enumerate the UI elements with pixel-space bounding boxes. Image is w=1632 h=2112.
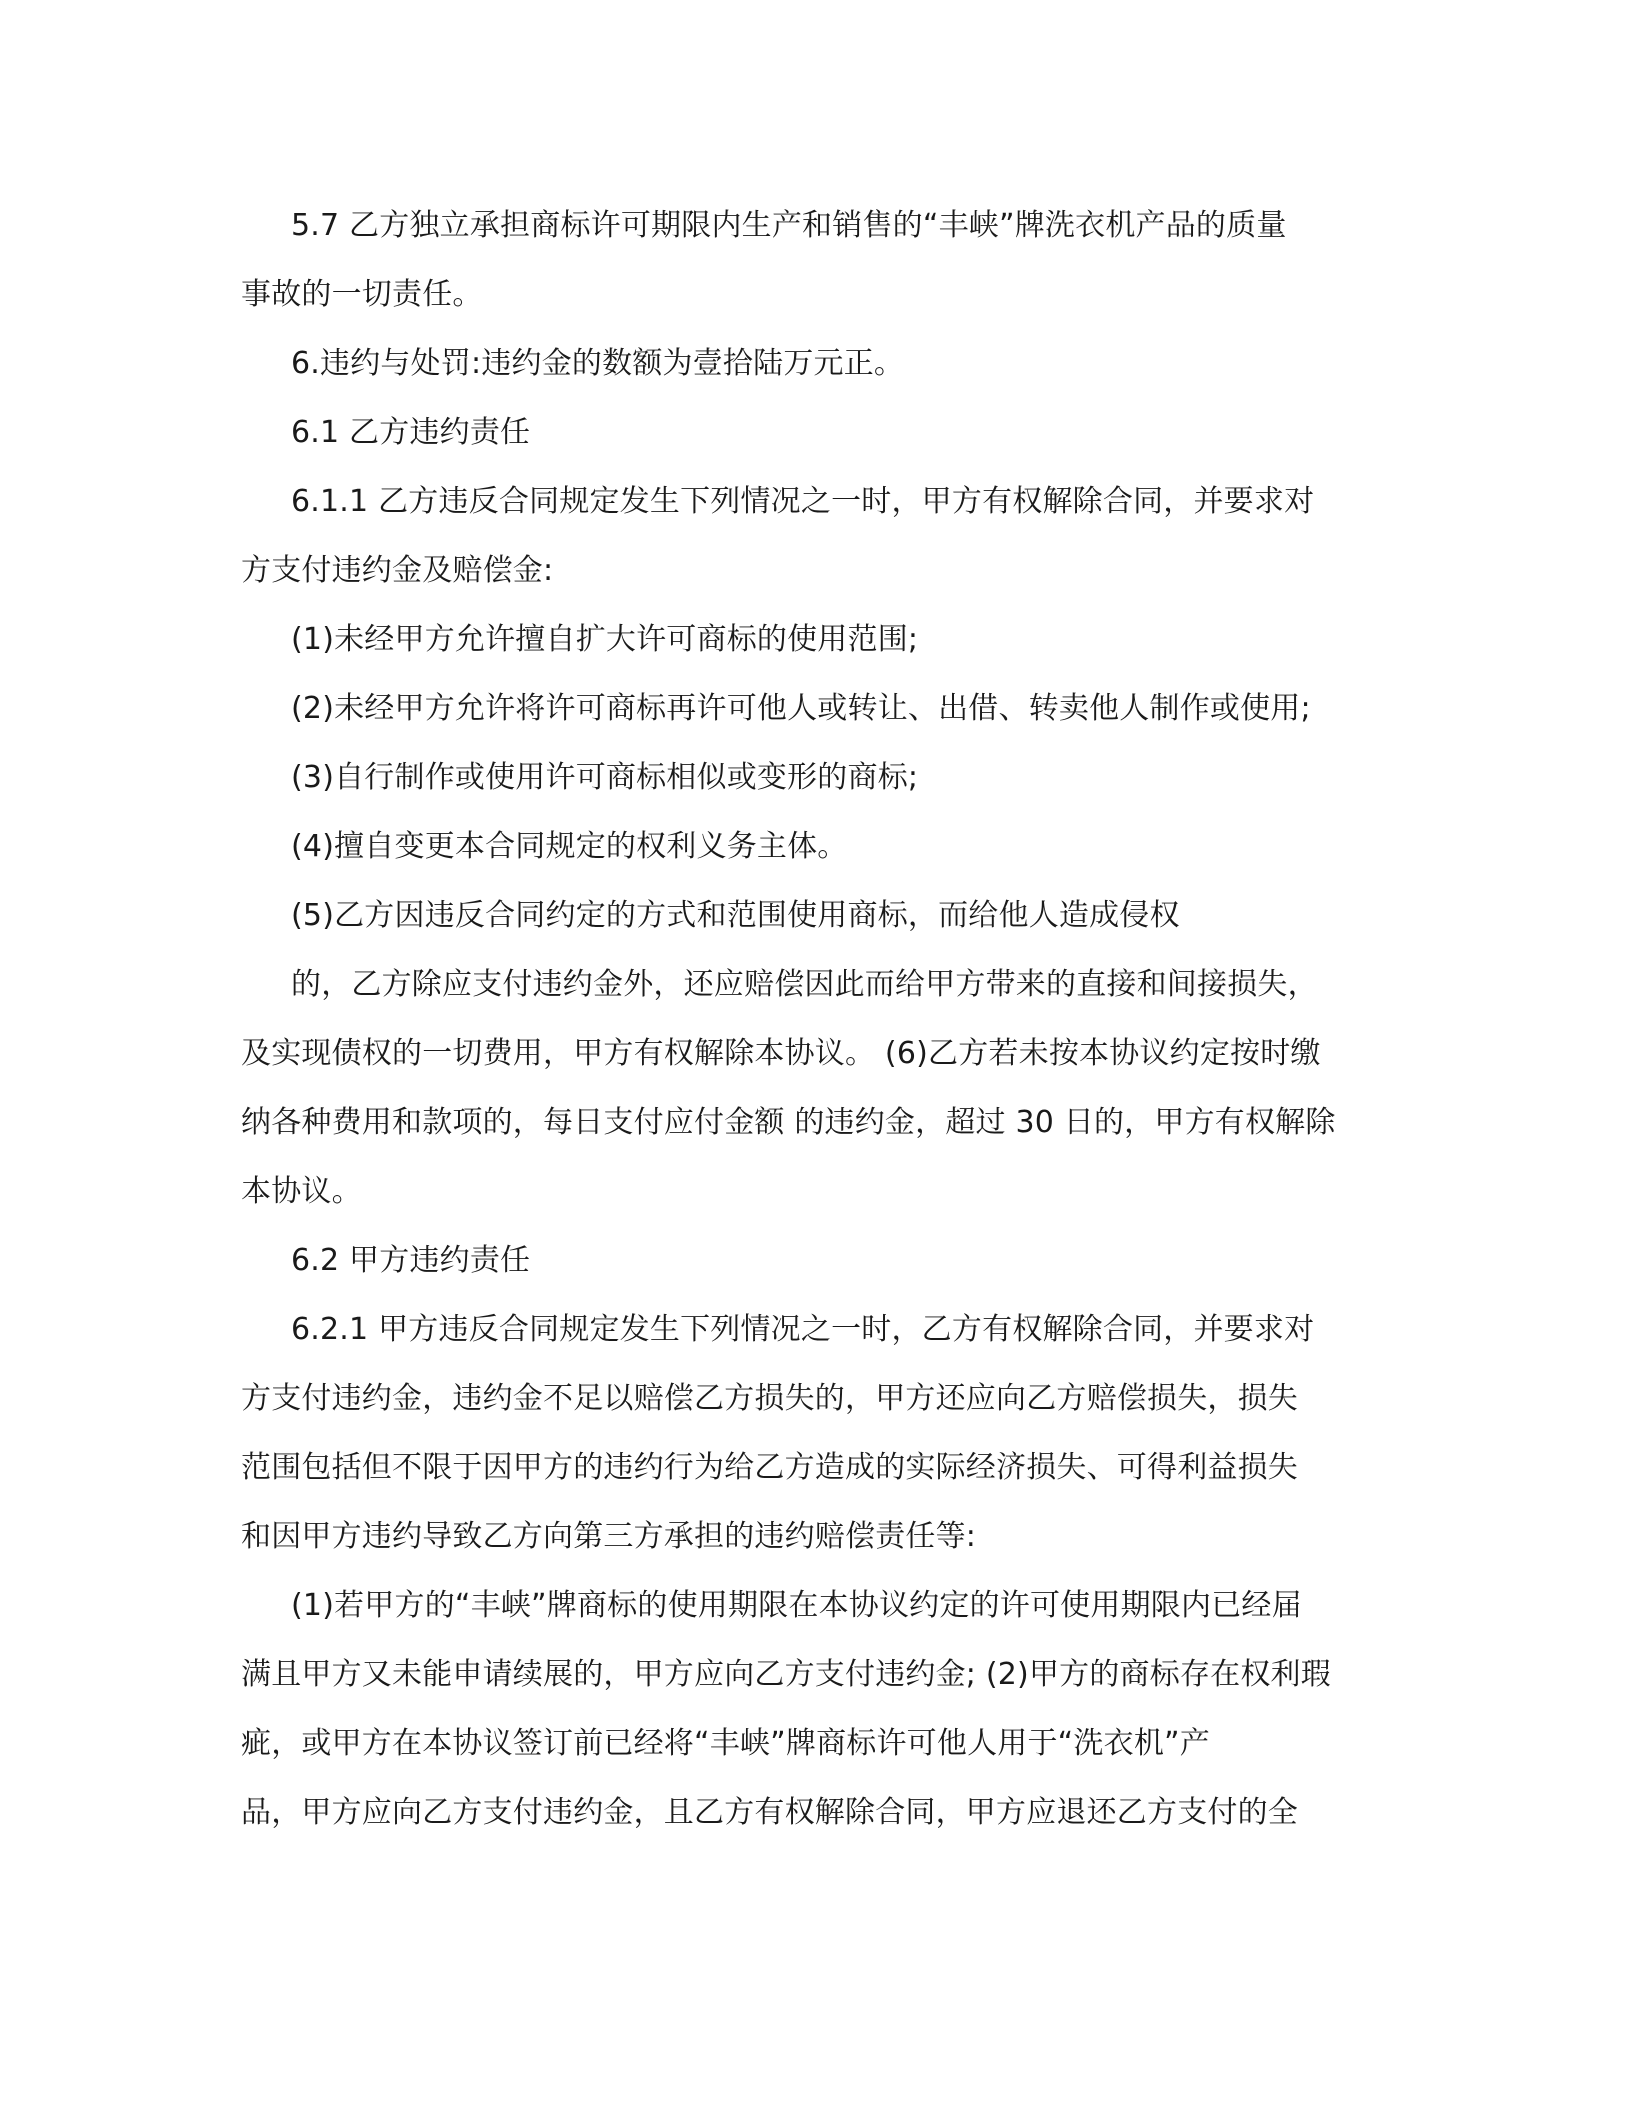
section-6-heading: 6.违约与处罚:违约金的数额为壹拾陆万元正。 bbox=[291, 346, 905, 381]
paragraph-6-2-1-line-3: 范围包括但不限于因甲方的违约行为给乙方造成的实际经济损失、可得利益损失 bbox=[241, 1450, 1298, 1485]
list-item-6-line-1: 纳各种费用和款项的，每日支付应付金额 的违约金，超过 30 日的，甲方有权解除 bbox=[241, 1105, 1336, 1140]
paragraph-6-2-1-line-1: 6.2.1 甲方违反合同规定发生下列情况之一时，乙方有权解除合同，并要求对 bbox=[291, 1312, 1315, 1347]
list-item-3: (3)自行制作或使用许可商标相似或变形的商标; bbox=[291, 760, 919, 795]
list-item-5-line-3: 及实现债权的一切费用，甲方有权解除本协议。 (6)乙方若未按本协议约定按时缴 bbox=[241, 1036, 1321, 1071]
list-6-2-item-1-line-1: (1)若甲方的“丰峡”牌商标的使用期限在本协议约定的许可使用期限内已经届 bbox=[291, 1588, 1302, 1623]
paragraph-6-1-1-line-2: 方支付违约金及赔偿金: bbox=[241, 553, 554, 588]
list-item-5-line-1: (5)乙方因违反合同约定的方式和范围使用商标，而给他人造成侵权 bbox=[291, 898, 1180, 933]
paragraph-6-1-1-line-1: 6.1.1 乙方违反合同规定发生下列情况之一时，甲方有权解除合同，并要求对 bbox=[291, 484, 1315, 519]
list-6-2-item-1-line-2: 满且甲方又未能申请续展的，甲方应向乙方支付违约金; (2)甲方的商标存在权利瑕 bbox=[241, 1657, 1331, 1692]
list-item-5-line-2: 的，乙方除应支付违约金外，还应赔偿因此而给甲方带来的直接和间接损失， bbox=[291, 967, 1318, 1002]
list-item-6-line-2: 本协议。 bbox=[241, 1174, 362, 1209]
list-item-4: (4)擅自变更本合同规定的权利义务主体。 bbox=[291, 829, 848, 864]
paragraph-5-7-line-2: 事故的一切责任。 bbox=[241, 277, 483, 312]
paragraph-5-7-line-1: 5.7 乙方独立承担商标许可期限内生产和销售的“丰峡”牌洗衣机产品的质量 bbox=[291, 208, 1287, 243]
list-6-2-item-2-line-1: 疵，或甲方在本协议签订前已经将“丰峡”牌商标许可他人用于“洗衣机”产 bbox=[241, 1726, 1210, 1761]
list-item-2: (2)未经甲方允许将许可商标再许可他人或转让、出借、转卖他人制作或使用; bbox=[291, 691, 1311, 726]
section-6-1-heading: 6.1 乙方违约责任 bbox=[291, 415, 531, 450]
section-6-2-heading: 6.2 甲方违约责任 bbox=[291, 1243, 531, 1278]
list-item-1: (1)未经甲方允许擅自扩大许可商标的使用范围; bbox=[291, 622, 919, 657]
paragraph-6-2-1-line-2: 方支付违约金，违约金不足以赔偿乙方损失的，甲方还应向乙方赔偿损失，损失 bbox=[241, 1381, 1298, 1416]
list-6-2-item-2-line-2: 品，甲方应向乙方支付违约金，且乙方有权解除合同，甲方应退还乙方支付的全 bbox=[241, 1795, 1298, 1830]
paragraph-6-2-1-line-4: 和因甲方违约导致乙方向第三方承担的违约赔偿责任等: bbox=[241, 1519, 977, 1554]
